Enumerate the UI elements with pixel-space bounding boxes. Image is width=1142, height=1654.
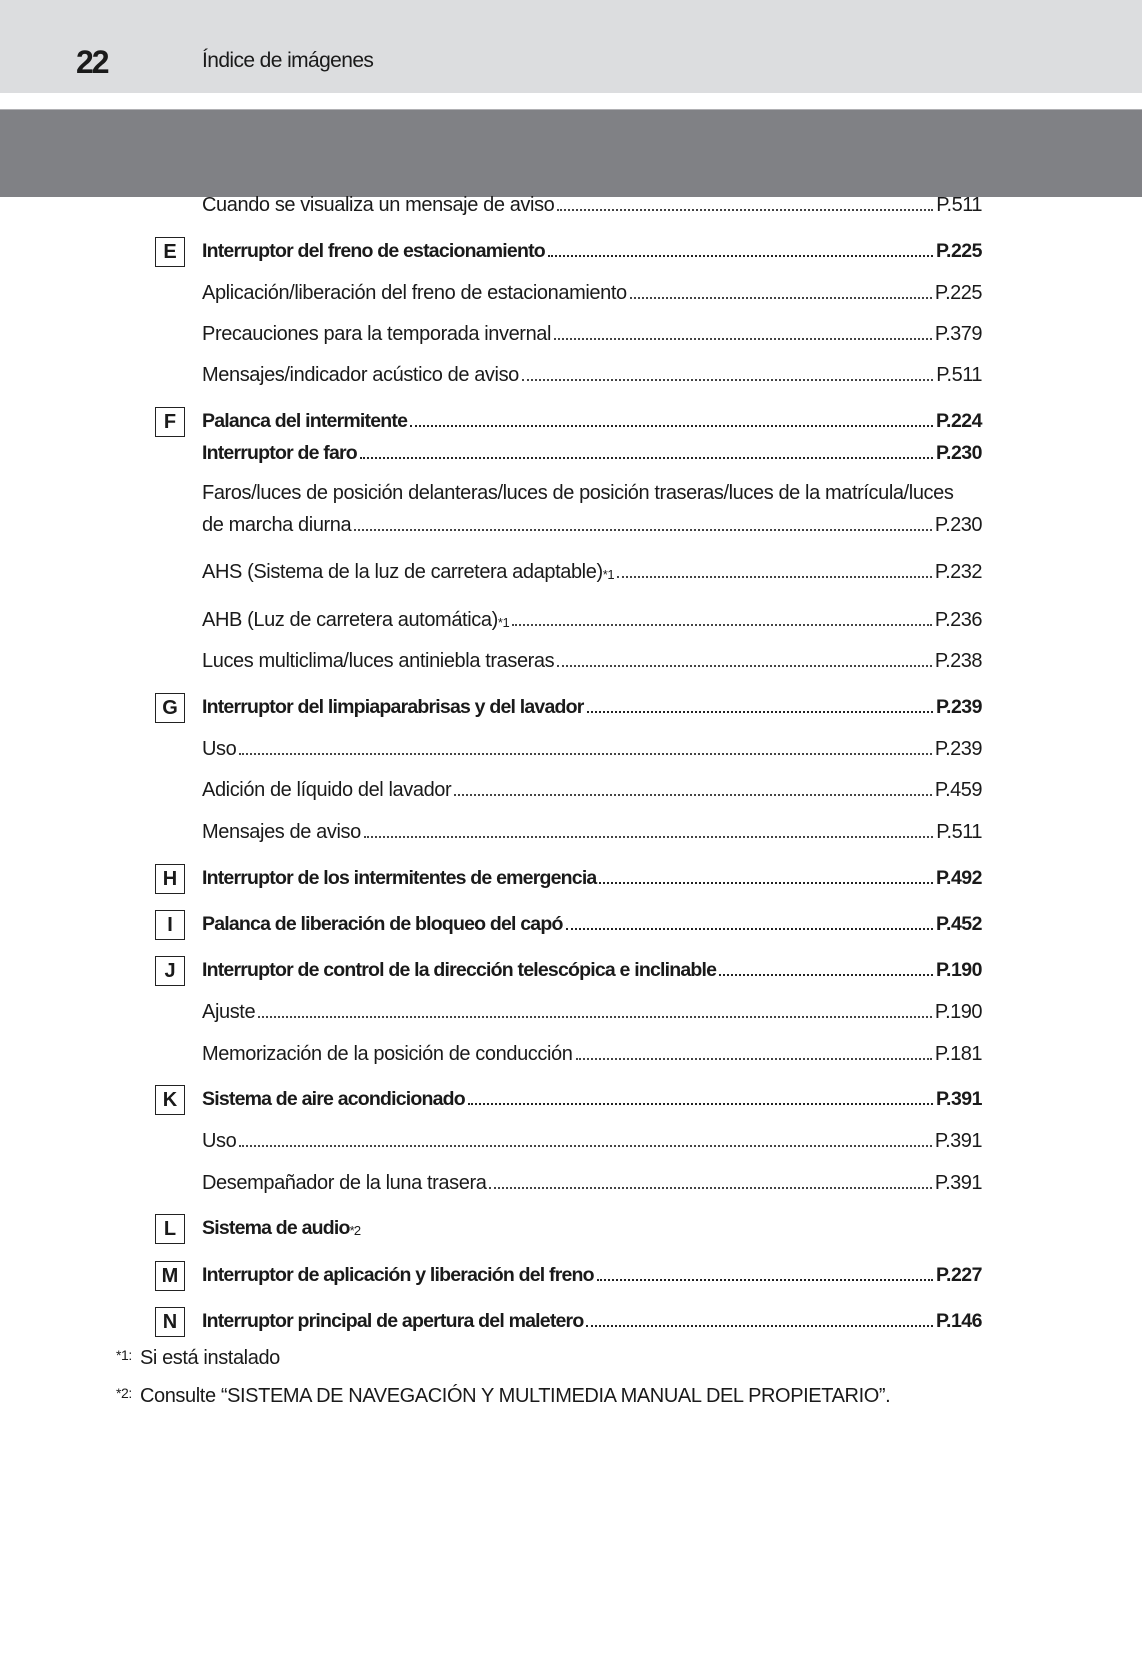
entry-page[interactable]: P.230 bbox=[936, 442, 982, 464]
entry-page[interactable]: P.459 bbox=[934, 779, 982, 801]
page-header bbox=[0, 0, 1142, 93]
entry-page[interactable]: P.230 bbox=[934, 514, 982, 536]
index-entry[interactable] bbox=[202, 772, 982, 802]
dot-leader bbox=[617, 576, 932, 578]
entry-letter-n: N bbox=[155, 1307, 185, 1337]
entry-page[interactable]: P.146 bbox=[936, 1310, 982, 1332]
dot-leader bbox=[557, 209, 933, 211]
index-entry[interactable] bbox=[202, 1081, 982, 1111]
entry-page[interactable]: P.379 bbox=[934, 323, 982, 345]
footnote bbox=[116, 1347, 280, 1370]
index-entry[interactable] bbox=[202, 1036, 982, 1066]
entry-title: Uso bbox=[202, 738, 237, 760]
entry-title: Palanca del intermitente bbox=[202, 410, 408, 432]
index-entry[interactable] bbox=[202, 689, 982, 719]
index-entry[interactable] bbox=[202, 731, 982, 761]
index-entry[interactable] bbox=[202, 643, 982, 673]
index-entry[interactable] bbox=[202, 860, 982, 890]
entry-page[interactable]: P.239 bbox=[934, 738, 982, 760]
dot-leader bbox=[258, 1016, 932, 1018]
footnote-ref: *1 bbox=[497, 615, 510, 630]
dot-leader bbox=[364, 836, 933, 838]
entry-page[interactable]: P.225 bbox=[936, 240, 982, 262]
dot-leader bbox=[557, 665, 932, 667]
entry-letter-l: L bbox=[155, 1214, 185, 1244]
dot-leader bbox=[586, 1325, 933, 1327]
entry-title: Interruptor de control de la dirección telescópica e inclinable bbox=[202, 959, 717, 981]
index-entry[interactable] bbox=[202, 1210, 982, 1240]
entry-title: Sistema de aire acondicionado bbox=[202, 1088, 465, 1110]
index-entry[interactable] bbox=[202, 435, 982, 465]
entry-text-line1: Faros/luces de posición delanteras/luces de posición traseras/luces de la matrícula/luces bbox=[202, 482, 954, 504]
entry-title: de marcha diurna bbox=[202, 514, 352, 536]
entry-page[interactable]: P.225 bbox=[934, 282, 982, 304]
entry-page[interactable]: P.236 bbox=[934, 609, 982, 631]
entry-title: AHS (Sistema de la luz de carretera adaptable) bbox=[202, 561, 603, 583]
dot-leader bbox=[554, 338, 932, 340]
entry-letter-i: I bbox=[155, 910, 185, 940]
index-entry[interactable] bbox=[202, 554, 982, 584]
dot-leader bbox=[599, 882, 933, 884]
page-number: 22 bbox=[76, 44, 108, 80]
entry-title: Interruptor principal de apertura del maletero bbox=[202, 1310, 584, 1332]
entry-title: Interruptor del limpiaparabrisas y del lavador bbox=[202, 696, 584, 718]
dot-leader bbox=[719, 974, 933, 976]
entry-title: AHB (Luz de carretera automática) bbox=[202, 609, 498, 631]
index-entry[interactable] bbox=[202, 357, 982, 387]
entry-title: Memorización de la posición de conducción bbox=[202, 1043, 573, 1065]
entry-page[interactable]: P.238 bbox=[934, 650, 982, 672]
index-entry[interactable] bbox=[202, 316, 982, 346]
entry-page[interactable]: P.181 bbox=[934, 1043, 982, 1065]
entry-title: Luces multiclima/luces antiniebla traseras bbox=[202, 650, 555, 672]
entry-page[interactable]: P.232 bbox=[934, 561, 982, 583]
index-entry[interactable] bbox=[202, 1123, 982, 1153]
dot-leader bbox=[630, 297, 932, 299]
entry-page[interactable]: P.227 bbox=[936, 1264, 982, 1286]
index-entry[interactable] bbox=[202, 507, 982, 537]
index-entry[interactable] bbox=[202, 1165, 982, 1195]
entry-title: Ajuste bbox=[202, 1001, 256, 1023]
entry-page[interactable]: P.391 bbox=[934, 1172, 982, 1194]
entry-page[interactable]: P.239 bbox=[936, 696, 982, 718]
entry-page[interactable]: P.511 bbox=[936, 364, 982, 386]
entry-title: Interruptor de los intermitentes de emergencia bbox=[202, 867, 597, 889]
entry-page[interactable]: P.492 bbox=[936, 867, 982, 889]
footnote-ref: *1 bbox=[602, 567, 615, 582]
entry-title: Sistema de audio bbox=[202, 1217, 350, 1239]
entry-letter-f: F bbox=[155, 407, 185, 437]
entry-title: Cuando se visualiza un mensaje de aviso bbox=[202, 194, 555, 216]
index-entry[interactable] bbox=[202, 814, 982, 844]
entry-page[interactable]: P.190 bbox=[934, 1001, 982, 1023]
dot-leader bbox=[576, 1058, 932, 1060]
entry-letter-k: K bbox=[155, 1085, 185, 1115]
index-entry[interactable] bbox=[202, 906, 982, 936]
entry-title: Precauciones para la temporada invernal bbox=[202, 323, 552, 345]
entry-title: Palanca de liberación de bloqueo del capó bbox=[202, 913, 563, 935]
entry-letter-m: M bbox=[155, 1261, 185, 1291]
entry-title: Interruptor de faro bbox=[202, 442, 357, 464]
section-title: Índice de imágenes bbox=[202, 49, 374, 72]
dot-leader bbox=[489, 1187, 931, 1189]
index-entry[interactable] bbox=[202, 994, 982, 1024]
dot-leader bbox=[454, 794, 932, 796]
entry-title: Desempañador de la luna trasera bbox=[202, 1172, 487, 1194]
dot-leader bbox=[587, 711, 934, 713]
dot-leader bbox=[522, 379, 933, 381]
entry-title: Mensajes de aviso bbox=[202, 821, 361, 843]
entry-letter-e: E bbox=[155, 237, 185, 267]
entry-letter-h: H bbox=[155, 864, 185, 894]
dot-leader bbox=[410, 425, 933, 427]
entry-page[interactable]: P.391 bbox=[936, 1088, 982, 1110]
entry-page[interactable]: P.224 bbox=[936, 410, 982, 432]
entry-title: Mensajes/indicador acústico de aviso bbox=[202, 364, 519, 386]
footnote-ref: *2 bbox=[349, 1223, 361, 1238]
index-entry[interactable] bbox=[202, 187, 982, 217]
entry-page[interactable]: P.452 bbox=[936, 913, 982, 935]
entry-letter-g: G bbox=[155, 693, 185, 723]
dot-leader bbox=[512, 624, 931, 626]
entry-page[interactable]: P.511 bbox=[936, 194, 982, 216]
footnote-mark: *2: bbox=[116, 1385, 132, 1401]
footnote-mark: *1: bbox=[116, 1347, 132, 1363]
index-entry[interactable] bbox=[202, 1257, 982, 1287]
dot-leader bbox=[468, 1103, 933, 1105]
footnote-text: Consulte “SISTEMA DE NAVEGACIÓN Y MULTIMEDIA MANUAL DEL PROPIETARIO”. bbox=[139, 1385, 891, 1407]
footnote bbox=[116, 1385, 890, 1408]
dot-leader bbox=[354, 529, 932, 531]
entry-title: Interruptor del freno de estacionamiento bbox=[202, 240, 545, 262]
footnote-text: Si está instalado bbox=[139, 1347, 280, 1369]
index-entry[interactable] bbox=[202, 1303, 982, 1333]
entry-title: Adición de líquido del lavador bbox=[202, 779, 452, 801]
index-entry[interactable] bbox=[202, 233, 982, 263]
dot-leader bbox=[360, 457, 933, 459]
index-entry[interactable] bbox=[202, 952, 982, 982]
dot-leader bbox=[597, 1279, 933, 1281]
entry-title: Aplicación/liberación del freno de estacionamiento bbox=[202, 282, 627, 304]
entry-page[interactable]: P.391 bbox=[934, 1130, 982, 1152]
dot-leader bbox=[566, 928, 933, 930]
dot-leader bbox=[548, 255, 933, 257]
entry-title: Uso bbox=[202, 1130, 237, 1152]
entry-letter-j: J bbox=[155, 956, 185, 986]
entry-page[interactable]: P.511 bbox=[936, 821, 982, 843]
index-entry[interactable] bbox=[202, 403, 982, 433]
header-band bbox=[0, 109, 1142, 197]
index-entry[interactable] bbox=[202, 275, 982, 305]
dot-leader bbox=[239, 753, 931, 755]
entry-title: Interruptor de aplicación y liberación del freno bbox=[202, 1264, 594, 1286]
index-entry[interactable] bbox=[202, 602, 982, 632]
dot-leader bbox=[239, 1145, 931, 1147]
entry-page[interactable]: P.190 bbox=[936, 959, 982, 981]
